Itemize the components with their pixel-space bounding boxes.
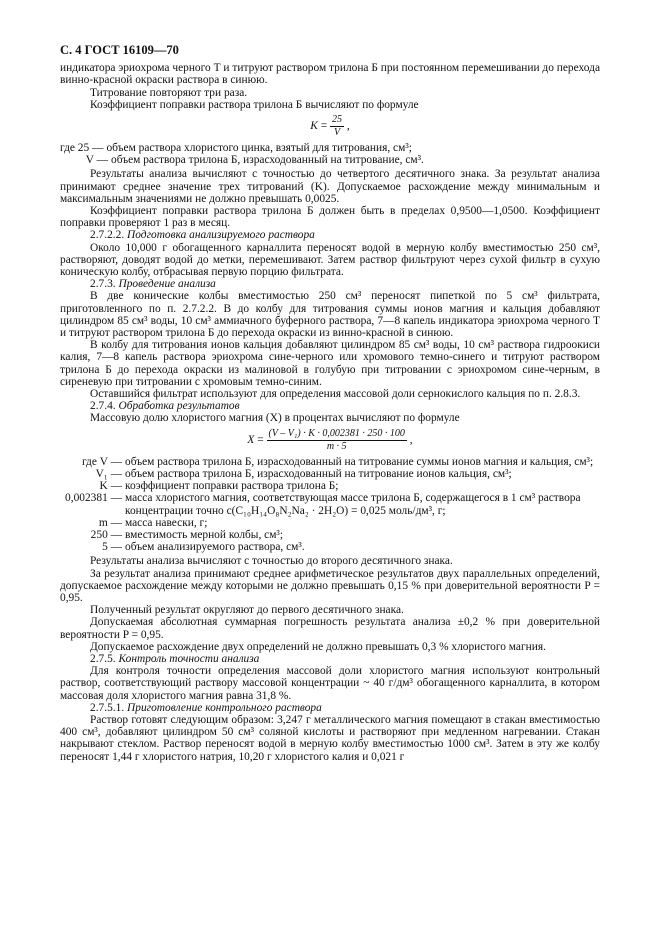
definition-body: масса хлористого магния, соответствующая массе трилона Б, содержащегося в 1 см³ раствора концентрации точно c(C₁₀H₁₄O₈N₂Na₂ · 2H₂O) = 0,025 моль/дм³, г; bbox=[125, 492, 581, 517]
formula-lhs: X bbox=[247, 433, 255, 446]
definition-body: коэффициент поправки раствора трилона Б; bbox=[125, 480, 339, 493]
paragraph: В колбу для титрования ионов кальция добавляют цилиндром 85 см³ воды, 10 см³ раствора гидроокиси калия, 7—8 капель раствора эриохрома сине-черного или хромового темно-синего и титруют раствором трилона Б до перехода окраски из малиновой в голубую при титровании с эриохромом сине-черным, в сиреневую при титровании с хромовым темно-синим. bbox=[60, 339, 600, 388]
formula-tail: , bbox=[409, 433, 413, 446]
formula-lhs: K bbox=[310, 120, 318, 133]
paragraph: Для контроля точности определения массовой доли хлористого магния используют контрольный раствор, соответствующий раствору массовой концентрации ~ 40 г/дм³ обогащенного карналлита, в котором массовая доля хлористого магния равна 31,8 %. bbox=[60, 665, 600, 702]
page-header: С. 4 ГОСТ 16109—70 bbox=[60, 43, 179, 57]
section-title: Контроль точности анализа bbox=[118, 652, 260, 665]
section-heading-2722 bbox=[60, 229, 600, 241]
definition-term: 5 — bbox=[102, 541, 122, 554]
formula-correction-coefficient: K = $\frac{25}{V}$ , bbox=[310, 114, 350, 139]
definition-row bbox=[60, 517, 600, 529]
formula-fraction bbox=[267, 428, 407, 453]
paragraph: За результат анализа принимают среднее арифметическое результатов двух параллельных определений, допускаемое расхождение между которыми не должно превышать 0,15 % при доверительной вероятности P = 0,95. bbox=[60, 567, 600, 604]
paragraph: Титрование повторяют три раза. bbox=[90, 86, 248, 99]
section-title: Подготовка анализируемого раствора bbox=[127, 229, 315, 242]
formula-denominator: V bbox=[333, 127, 341, 139]
paragraph: Коэффициент поправки раствора трилона Б вычисляют по формуле bbox=[90, 98, 419, 111]
definition-body: объем анализируемого раствора, см³. bbox=[125, 541, 305, 554]
formula-fraction bbox=[330, 114, 344, 139]
definitions-list bbox=[60, 142, 600, 166]
section-title: Обработка результатов bbox=[118, 400, 240, 413]
paragraph: В две конические колбы вместимостью 250 см³ переносят пипеткой по 5 см³ фильтрата, приготовленного по п. 2.7.2.2. В до колбу для титрования суммы ионов магния и кальция добавляют цилиндром 85 см³ воды, 10 см³ аммиачного буферного раствора, 7—8 капель индикатора эриохрома черного Т и титруют раствором трилона Б до перехода окраски из винно-красной в синюю. bbox=[60, 290, 600, 340]
paragraph: Результаты анализа вычисляют с точностью до четвертого десятичного знака. За результат анализа принимают среднее значение трех титрований (K). Допускаемое расхождение между минимальным и максимальным значениями не должно превышать 0,0025. bbox=[60, 168, 600, 205]
paragraph: Оставшийся фильтрат используют для определения массовой доли сернокислого кальция по п. 2.8.3. bbox=[90, 388, 581, 401]
section-number: 2.7.2.2. bbox=[90, 229, 125, 242]
section-number: 2.7.5. bbox=[90, 652, 116, 665]
section-title: Приготовление контрольного раствора bbox=[127, 701, 322, 714]
paragraph: Раствор готовят следующим образом: 3,247 г металлического магния помещают в стакан вместимостью 400 см³, добавляют цилиндром 50 см³ соляной кислоты и растворяют при медленном нагревании. Стакан накрывают стеклом. Раствор переносят водой в мерную колбу вместимостью 1000 см³. Затем в эту же колбу переносят 1,44 г хлористого натрия, 10,20 г хлористого калия и 0,021 г bbox=[60, 713, 600, 763]
definition-row bbox=[50, 492, 600, 516]
section-heading-275 bbox=[60, 653, 600, 665]
paragraph: Допускаемая абсолютная суммарная погрешность результата анализа ±0,2 % при доверительной вероятности P = 0,95. bbox=[60, 616, 600, 641]
definition-body: объем раствора хлористого цинка, взятый для титрования, см³; bbox=[106, 142, 412, 155]
definition-body: вместимость мерной колбы, см³; bbox=[125, 528, 283, 541]
definition-term: 0,002381 — bbox=[65, 492, 122, 505]
section-number: 2.7.5.1. bbox=[90, 701, 125, 714]
formula-denominator: m · 5 bbox=[326, 440, 347, 452]
formula-magnesium-chloride: X = $\frac{\text{(V – V₁) · K · 0,002381 · 250 · 100}}{m \cdot 5}$ , bbox=[247, 427, 413, 452]
definition-term: где 25 — bbox=[60, 142, 104, 155]
paragraph: Полученный результат округляют до первого десятичного знака. bbox=[90, 604, 404, 617]
section-number: 2.7.4. bbox=[90, 400, 116, 413]
paragraph: Около 10,000 г обогащенного карналлита переносят водой в мерную колбу вместимостью 250 см³, растворяют, доводят водой до метки, перемешивают. Затем раствор фильтруют через сухой фильтр в сухую коническую колбу, отбрасывая первую порцию фильтрата. bbox=[60, 241, 600, 279]
definition-body: объем раствора трилона Б, израсходованный на титрование ионов кальция, см³; bbox=[125, 467, 512, 480]
definition-body: объем раствора трилона Б, израсходованный на титрование суммы ионов магния и кальция, см³; bbox=[125, 455, 594, 468]
formula-numerator: (V – V₁) · K · 0,002381 · 250 · 100 bbox=[268, 427, 405, 439]
section-title: Проведение анализа bbox=[118, 278, 216, 291]
paragraph: индикатора эриохрома черного Т и титруют раствором трилона Б при постоянном перемешивании до перехода винно-красной окраски раствора в синюю. bbox=[60, 62, 600, 87]
paragraph: Результаты анализа вычисляют с точностью до второго десятичного знака. bbox=[90, 555, 453, 568]
definition-body: масса навески, г; bbox=[125, 516, 208, 529]
definition-term: K — bbox=[99, 480, 122, 493]
definition-row bbox=[60, 142, 600, 154]
definition-row bbox=[60, 480, 600, 492]
definition-row bbox=[60, 541, 600, 553]
section-number: 2.7.3. bbox=[90, 278, 116, 291]
section-heading-2751 bbox=[60, 702, 600, 714]
definition-row bbox=[60, 529, 600, 541]
document-page bbox=[60, 44, 600, 763]
definition-body: объем раствора трилона Б, израсходованный на титрование, см³. bbox=[111, 154, 424, 167]
paragraph: Допускаемое расхождение двух определений не должно превышать 0,3 % хлористого магния. bbox=[90, 640, 546, 653]
paragraph: Массовую долю хлористого магния (X) в процентах вычисляют по формуле bbox=[90, 412, 460, 425]
definition-term: V₁ — bbox=[95, 467, 122, 480]
formula-numerator: 25 bbox=[332, 114, 342, 126]
definition-term: m — bbox=[98, 516, 122, 529]
definition-term: где V — bbox=[81, 455, 122, 468]
section-heading-274 bbox=[60, 400, 600, 412]
definition-term: V — bbox=[85, 154, 108, 167]
section-heading-273 bbox=[60, 278, 600, 290]
definitions-list bbox=[60, 456, 600, 554]
definition-row bbox=[60, 154, 600, 166]
definition-row bbox=[60, 468, 600, 480]
definition-term: 250 — bbox=[90, 528, 122, 541]
paragraph: Коэффициент поправки раствора трилона Б должен быть в пределах 0,9500—1,0500. Коэффициент поправки проверяют 1 раз в месяц. bbox=[60, 205, 600, 230]
definition-row bbox=[60, 456, 600, 468]
formula-tail: , bbox=[346, 120, 350, 133]
